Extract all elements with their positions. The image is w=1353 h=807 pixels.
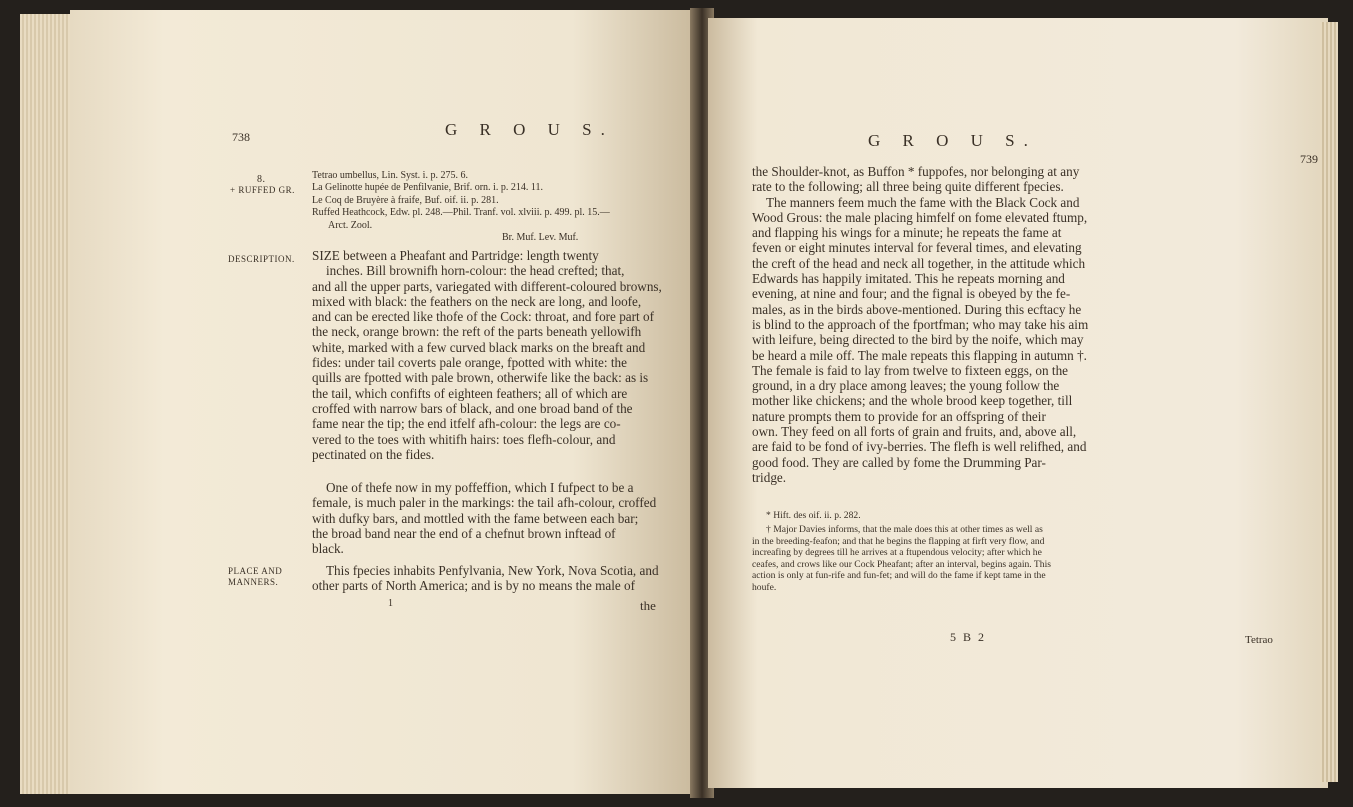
right-fore-edge [1320,22,1338,782]
text-line: feven or eight minutes interval for feveral times, and elevating [752,240,1082,256]
reference-line: La Gelinotte hupée de Penfilvanie, Brif. orn. i. p. 214. 11. [312,182,543,194]
text-line: rate to the following; all three being quite different fpecies. [752,179,1064,195]
text-line: black. [312,541,344,557]
text-line: tridge. [752,469,787,485]
left-running-head: G R O U S. [445,120,614,139]
text-line: One of thefe now in my poffeffion, which I fufpect to be a [326,480,634,495]
text-line: croffed with narrow bars of black, and one broad band of the [312,400,633,416]
text-line: own. They feed on all forts of grain and fruits, and, above all, [752,424,1077,440]
left-catchword: the [640,598,656,613]
place-paragraph [312,563,659,594]
text-line: Edwards has happily imitated. This he repeats morning and [752,271,1065,287]
text-line: and flapping his wings for a minute; he repeats the fame at [752,225,1062,241]
reference-line: Tetrao umbellus, Lin. Syst. i. p. 275. 6. [312,170,468,181]
right-signature: 5 B 2 [950,630,987,644]
text-line: the creft of the head and neck all together, in the attitude which [752,255,1086,271]
text-line: the tail, which confifts of eighteen feathers; all of which are [312,385,628,401]
margin-place-and-manners [228,566,282,588]
text-line: be heard a mile off. The male repeats this flapping in autumn †. [752,347,1087,363]
text-line: and can be erected like thofe of the Cock: throat, and fore part of [312,309,654,325]
species-number: 8. [257,174,266,185]
text-line: pectinated on the fides. [312,446,435,462]
species-name: + RUFFED GR. [230,185,295,195]
text-line: ground, in a dry place among leaves; the young follow the [752,378,1060,394]
text-line: vered to the toes with whitifh hairs: toes flefh-colour, and [312,431,616,447]
description-paragraph [312,248,662,462]
right-page-number: 739 [1300,152,1318,166]
footnote-line: † Major Davies informs, that the male does this at other times as well as [766,524,1043,535]
margin-line: MANNERS. [228,577,279,587]
text-line: and all the upper parts, variegated with different-coloured browns, [312,278,662,294]
text-line: quills are fpotted with pale brown, otherwife like the back: as is [312,370,649,386]
text-line: with dufky bars, and mottled with the fame between each bar; [312,510,639,526]
female-paragraph [312,480,656,556]
text-line: The manners feem much the fame with the Black Cock and [766,194,1080,210]
text-line: with leifure, being directed to the bird by the noife, which may [752,332,1084,348]
text-line: are faid to be fond of ivy-berries. The flefh is well relifhed, and [752,439,1087,455]
text-line: inches. Bill brownifh horn-colour: the head crefted; that, [326,263,625,279]
text-line: mother like chickens; and the whole brood keep together, till [752,393,1073,409]
text-line: the Shoulder-knot, as Buffon * fuppofes, nor belonging at any [752,164,1080,179]
reference-line: Ruffed Heathcock, Edw. pl. 248.—Phil. Tranf. vol. xlviii. p. 499. pl. 15.— [312,207,610,219]
manners-paragraph [752,164,1088,485]
text-line: evening, at nine and four; and the fignal is obeyed by the fe- [752,286,1071,302]
text-line: white, marked with a few curved black marks on the breaft and [312,339,646,355]
footnote-line: in the breeding-feafon; and that he begins the flapping at firft very flow, and [752,535,1045,547]
text-line: Wood Grous: the male placing himfelf on fome elevated ftump, [752,209,1088,225]
text-line: the neck, orange brown: the reft of the parts beneath yellowifh [312,324,642,340]
reference-line: Le Coq de Bruyère à fraife, Buf. oif. ii. p. 281. [312,194,499,206]
text-line: mixed with black: the feathers on the neck are long, and loofe, [312,293,642,309]
text-line: is blind to the approach of the fportfman; who may take his aim [752,316,1089,332]
text-line: other parts of North America; and is by no means the male of [312,578,636,594]
text-line: good food. They are called by fome the Drumming Par- [752,454,1046,470]
text-line: SIZE between a Pheafant and Partridge: length twenty [312,248,599,263]
footnote-line: * Hift. des oif. ii. p. 282. [766,510,861,521]
reference-line: Arct. Zool. [328,219,373,231]
text-line: female, is much paler in the markings: the tail afh-colour, croffed [312,495,657,511]
footnote-star [752,510,861,522]
text-line: fame near the tip; the end itfelf afh-colour: the legs are co- [312,416,621,432]
text-line: nature prompts them to provide for an offspring of their [752,408,1046,424]
text-line: males, as in the birds above-mentioned. During this ecftacy he [752,301,1082,317]
text-line: fides: under tail coverts pale orange, fpotted with white: the [312,355,627,371]
footnote-line: ceafes, and crows like our Cock Pheafant; after an interval, begins again. This [752,558,1051,570]
right-running-head: G R O U S. [868,131,1037,150]
footnote-line: houfe. [752,581,777,593]
margin-line: PLACE AND [228,566,283,576]
footnote-dagger [752,524,1051,594]
left-signature: 1 [388,598,393,609]
footnote-line: action is only at fun-rife and fun-fet; and will do the fame if kept tame in the [752,570,1046,582]
text-line: The female is faid to lay from twelve to fixteen eggs, on the [752,362,1069,378]
right-catchword: Tetrao [1245,634,1273,646]
references-block [312,170,610,244]
margin-description: DESCRIPTION. [228,254,295,264]
reference-line: Br. Muf. Lev. Muf. [502,232,579,244]
text-line: This fpecies inhabits Penfylvania, New York, Nova Scotia, and [326,563,659,578]
footnote-line: increafing by degrees till he arrives at a ftupendous velocity; after which he [752,547,1042,559]
left-page-number: 738 [232,130,250,144]
text-line: the broad band near the end of a chefnut brown inftead of [312,525,616,541]
